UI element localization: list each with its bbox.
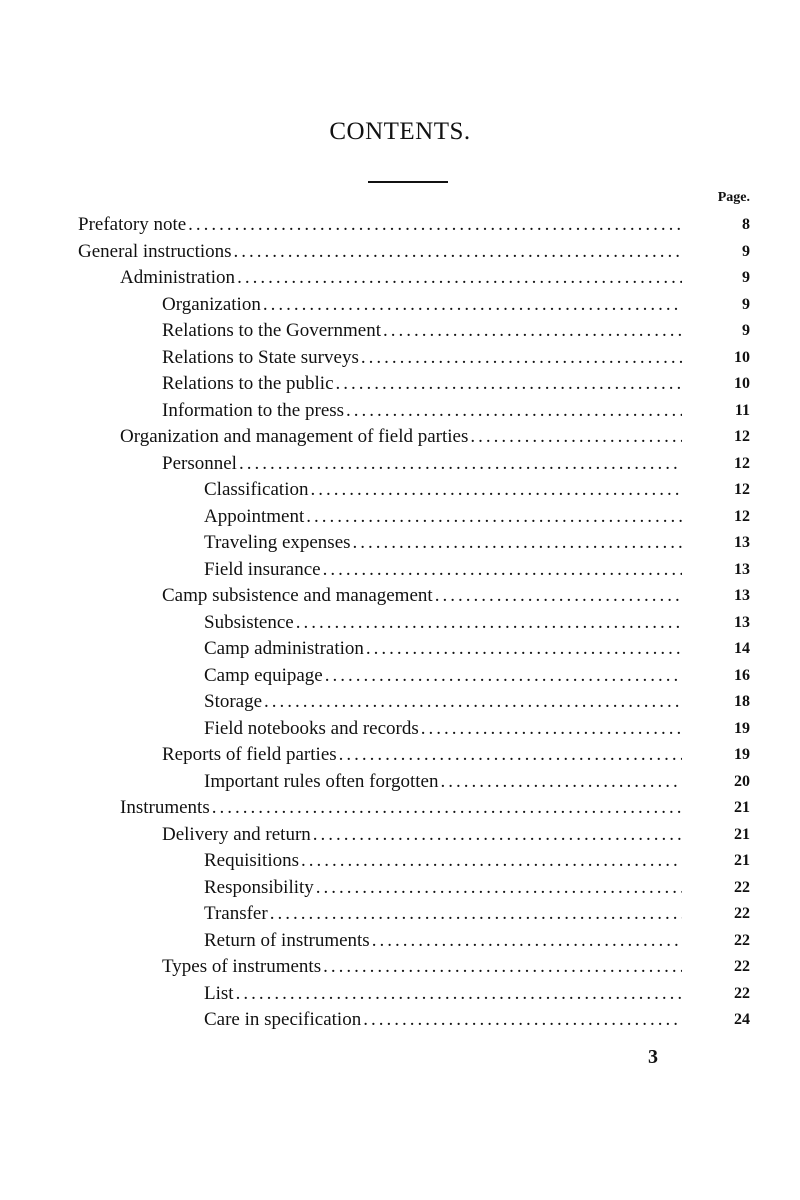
toc-entry-title xyxy=(204,663,682,689)
toc-entry-title xyxy=(78,212,682,238)
toc-entry-label: Return of instruments xyxy=(204,929,370,951)
heading-rule xyxy=(368,181,448,183)
toc-entry-title xyxy=(204,636,682,662)
toc-entry xyxy=(78,928,750,955)
dot-leader xyxy=(470,424,682,450)
toc-entry-label: Prefatory note xyxy=(78,214,187,235)
toc-entry-page: 20 xyxy=(734,772,750,790)
toc-entry-label: Camp administration xyxy=(204,638,364,659)
toc-entry-label: Responsibility xyxy=(204,876,314,898)
toc-entry xyxy=(78,716,750,743)
toc-entry-title xyxy=(204,610,682,636)
toc-entry-label: List xyxy=(204,982,234,1004)
toc-entry-title xyxy=(162,292,682,318)
toc-entry-title xyxy=(204,901,682,927)
toc-entry-title xyxy=(204,981,682,1007)
dot-leader xyxy=(372,928,682,954)
toc-entry xyxy=(78,795,750,822)
dot-leader xyxy=(316,875,682,901)
toc-entry-label: Instruments xyxy=(120,797,210,818)
toc-entry-label: Camp equipage xyxy=(204,664,323,686)
dot-leader xyxy=(346,398,682,424)
toc-entry-label: Types of instruments xyxy=(162,956,322,977)
toc-entry-page: 13 xyxy=(734,587,750,604)
toc-entry-page: 21 xyxy=(734,852,750,869)
toc-entry-title xyxy=(204,769,682,795)
toc-entry-page: 11 xyxy=(734,401,750,419)
toc-entry-label: Organization xyxy=(162,293,261,315)
toc-entry xyxy=(78,1007,750,1034)
toc-entry-title xyxy=(162,583,682,609)
toc-entry-label: Relations to State surveys xyxy=(162,346,359,368)
toc-entry xyxy=(78,530,750,557)
toc-entry-label: Delivery and return xyxy=(162,823,311,845)
toc-entry-label: Requisitions xyxy=(204,850,300,871)
dot-leader xyxy=(188,212,682,238)
toc-entry-title xyxy=(204,716,682,742)
toc-entry xyxy=(78,212,750,239)
toc-entry-label: Care in specification xyxy=(204,1009,362,1030)
dot-leader xyxy=(361,345,682,371)
toc-entry-title xyxy=(162,954,682,980)
toc-entry-label: Important rules often forgotten xyxy=(204,770,439,792)
toc-entry xyxy=(78,663,750,690)
toc-entry-label: Personnel xyxy=(162,452,237,474)
toc-entry-label: Reports of field parties xyxy=(162,744,337,765)
page-column-label: Page. xyxy=(717,190,750,205)
dot-leader xyxy=(239,451,682,477)
toc-entry-page: 22 xyxy=(734,905,750,922)
toc-entry xyxy=(78,451,750,478)
toc-entry-title xyxy=(162,318,682,344)
toc-entry-title xyxy=(162,451,682,477)
toc-entry-page: 9 xyxy=(742,295,750,313)
toc-entry-page: 12 xyxy=(734,428,750,445)
toc-entry-title xyxy=(162,398,682,424)
dot-leader xyxy=(313,822,682,848)
toc-entry-title xyxy=(162,371,682,397)
table-of-contents xyxy=(78,212,750,1034)
toc-entry-label: Classification xyxy=(204,479,309,500)
toc-entry xyxy=(78,239,750,266)
dot-leader xyxy=(353,530,682,556)
toc-entry-page: 16 xyxy=(734,666,750,684)
toc-entry xyxy=(78,610,750,637)
toc-entry-page: 19 xyxy=(734,746,750,763)
toc-entry-label: Camp subsistence and management xyxy=(162,585,433,606)
toc-entry xyxy=(78,742,750,769)
toc-entry-page: 22 xyxy=(734,984,750,1002)
toc-entry-title xyxy=(204,557,682,583)
toc-entry-label: Relations to the public xyxy=(162,373,334,394)
toc-entry xyxy=(78,954,750,981)
toc-entry-label: Field insurance xyxy=(204,558,321,580)
toc-entry-title xyxy=(120,424,682,450)
toc-entry-page: 8 xyxy=(742,216,750,233)
toc-entry xyxy=(78,689,750,716)
dot-leader xyxy=(310,477,682,503)
toc-entry-page: 9 xyxy=(742,242,750,260)
toc-entry xyxy=(78,822,750,849)
toc-entry-label: Information to the press xyxy=(162,399,345,421)
toc-entry xyxy=(78,292,750,319)
dot-leader xyxy=(234,239,682,265)
toc-entry-title xyxy=(78,239,682,265)
dot-leader xyxy=(440,769,682,795)
toc-entry xyxy=(78,265,750,292)
dot-leader xyxy=(323,557,682,583)
toc-entry-title xyxy=(204,928,682,954)
contents-heading: CONTENTS. xyxy=(329,118,471,145)
toc-entry-page: 12 xyxy=(734,454,750,472)
dot-leader xyxy=(336,371,682,397)
toc-entry xyxy=(78,371,750,398)
dot-leader xyxy=(212,795,682,821)
toc-entry-title xyxy=(204,530,682,556)
toc-entry-page: 9 xyxy=(742,322,750,339)
toc-entry-label: Appointment xyxy=(204,505,305,527)
toc-entry-page: 10 xyxy=(734,375,750,392)
toc-entry xyxy=(78,583,750,610)
toc-entry xyxy=(78,901,750,928)
dot-leader xyxy=(339,742,682,768)
dot-leader xyxy=(270,901,682,927)
toc-entry-label: Organization and management of field parties xyxy=(120,426,469,447)
dot-leader xyxy=(435,583,682,609)
toc-entry-page: 22 xyxy=(734,931,750,949)
toc-entry-page: 22 xyxy=(734,878,750,896)
toc-entry xyxy=(78,769,750,796)
toc-entry-page: 12 xyxy=(734,481,750,498)
dot-leader xyxy=(323,954,682,980)
toc-entry-label: Relations to the Government xyxy=(162,320,381,341)
toc-entry-page: 21 xyxy=(734,799,750,816)
toc-entry-title xyxy=(120,795,682,821)
toc-entry-page: 13 xyxy=(734,534,750,551)
toc-entry-label: Field notebooks and records xyxy=(204,717,419,739)
toc-entry xyxy=(78,636,750,663)
dot-leader xyxy=(366,636,682,662)
dot-leader xyxy=(325,663,682,689)
toc-entry xyxy=(78,557,750,584)
toc-entry-page: 13 xyxy=(734,560,750,578)
toc-entry-title xyxy=(120,265,682,291)
dot-leader xyxy=(264,689,682,715)
toc-entry-title xyxy=(204,848,682,874)
toc-entry xyxy=(78,424,750,451)
toc-entry-label: Traveling expenses xyxy=(204,532,351,553)
toc-entry-page: 12 xyxy=(734,507,750,525)
toc-entry-label: Administration xyxy=(120,267,236,288)
toc-entry-page: 21 xyxy=(734,825,750,843)
toc-entry-page: 13 xyxy=(734,613,750,631)
toc-entry-page: 9 xyxy=(742,269,750,286)
toc-entry xyxy=(78,981,750,1008)
toc-entry-page: 22 xyxy=(734,958,750,975)
dot-leader xyxy=(421,716,682,742)
toc-entry-title xyxy=(204,1007,682,1033)
toc-entry-label: General instructions xyxy=(78,240,232,262)
toc-entry-page: 18 xyxy=(734,693,750,710)
toc-entry xyxy=(78,318,750,345)
toc-entry-title xyxy=(204,504,682,530)
toc-entry-title xyxy=(162,822,682,848)
dot-leader xyxy=(301,848,682,874)
dot-leader xyxy=(237,265,682,291)
toc-entry-title xyxy=(204,477,682,503)
toc-entry-page: 24 xyxy=(734,1011,750,1028)
toc-entry-page: 10 xyxy=(734,348,750,366)
toc-entry xyxy=(78,398,750,425)
dot-leader xyxy=(383,318,682,344)
toc-entry-title xyxy=(204,875,682,901)
toc-entry-page: 14 xyxy=(734,640,750,657)
toc-entry xyxy=(78,504,750,531)
toc-entry-title xyxy=(204,689,682,715)
toc-entry-label: Storage xyxy=(204,691,263,712)
dot-leader xyxy=(263,292,682,318)
toc-entry xyxy=(78,875,750,902)
dot-leader xyxy=(236,981,682,1007)
toc-entry-label: Subsistence xyxy=(204,611,294,633)
toc-entry xyxy=(78,848,750,875)
toc-entry xyxy=(78,345,750,372)
toc-entry xyxy=(78,477,750,504)
dot-leader xyxy=(306,504,682,530)
dot-leader xyxy=(296,610,682,636)
toc-entry-title xyxy=(162,345,682,371)
page-number: 3 xyxy=(648,1046,658,1068)
dot-leader xyxy=(363,1007,682,1033)
toc-entry-label: Transfer xyxy=(204,903,268,924)
toc-entry-title xyxy=(162,742,682,768)
toc-entry-page: 19 xyxy=(734,719,750,737)
